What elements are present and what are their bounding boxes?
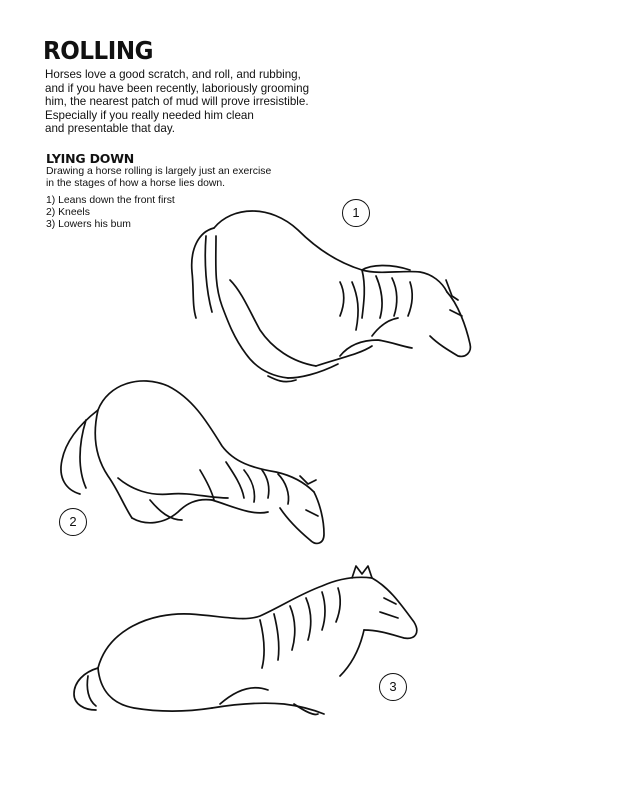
intro-line: and if you have been recently, laboriously grooming bbox=[45, 81, 310, 95]
section-intro-line: Drawing a horse rolling is largely just an exercise bbox=[46, 166, 272, 177]
intro-line: Especially if you really needed him clean bbox=[45, 108, 254, 122]
step-item: 2) Kneels bbox=[46, 206, 90, 218]
section-heading: LYING DOWN bbox=[46, 151, 135, 166]
intro-line: him, the nearest patch of mud will prove irresistible. bbox=[45, 95, 309, 109]
intro-line: and presentable that day. bbox=[45, 122, 175, 136]
step-item: 3) Lowers his bum bbox=[46, 218, 131, 230]
section-intro-line: in the stages of how a horse lies down. bbox=[46, 177, 226, 189]
figure-number-badge: 2 bbox=[59, 508, 87, 536]
intro-line: Horses love a good scratch, and roll, and rubbing, bbox=[45, 68, 301, 81]
step-item: 1) Leans down the front first bbox=[46, 195, 175, 206]
page-title: ROLLING bbox=[43, 36, 154, 65]
figure-number-badge: 1 bbox=[342, 199, 370, 227]
figure-number-badge: 3 bbox=[379, 673, 407, 701]
